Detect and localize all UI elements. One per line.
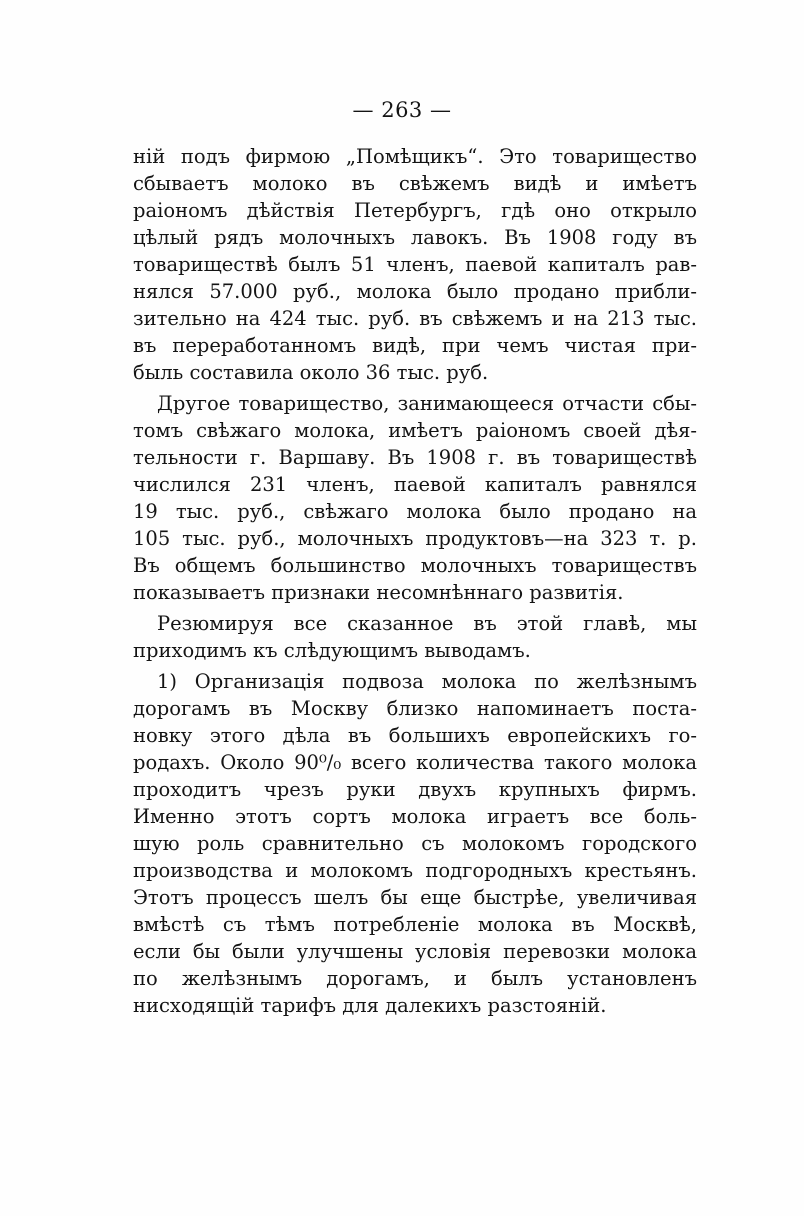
- text-line: новку этого дѣла въ большихъ европейскихъ го-: [133, 724, 697, 747]
- paragraph-1: [133, 143, 697, 386]
- text-line: въ переработанномъ видѣ, при чемъ чистая при-: [133, 334, 697, 357]
- text-line: проходитъ чрезъ руки двухъ крупныхъ фирмъ.: [133, 778, 697, 801]
- text-line: раіономъ дѣйствія Петербургъ, гдѣ оно открыло: [133, 199, 697, 222]
- text-line: Этотъ процессъ шелъ бы еще быстрѣе, увеличивая: [133, 886, 697, 909]
- text-line: вмѣстѣ съ тѣмъ потребленіе молока въ Москвѣ,: [133, 913, 697, 936]
- text-line: показываетъ признаки несомнѣннаго развитія.: [133, 581, 624, 604]
- text-line: 105 тыс. руб., молочныхъ продуктовъ—на 323 т. р.: [133, 527, 697, 550]
- text-line: сбываетъ молоко въ свѣжемъ видѣ и имѣетъ: [133, 172, 697, 195]
- text-line: производства и молокомъ подгородныхъ крестьянъ.: [133, 859, 697, 882]
- paragraph-3: [133, 610, 697, 664]
- text-line: быль составила около 36 тыс. руб.: [133, 361, 489, 384]
- text-line: 19 тыс. руб., свѣжаго молока было продано на: [133, 500, 697, 523]
- text-line: шую роль сравнительно съ молокомъ городского: [133, 832, 697, 855]
- text-line: нялся 57.000 руб., молока было продано прибли-: [133, 280, 697, 303]
- text-line: Резюмируя все сказанное въ этой главѣ, мы: [157, 612, 697, 635]
- text-line: нисходящій тарифъ для далекихъ разстояній.: [133, 994, 607, 1017]
- text-line: числился 231 членъ, паевой капиталъ равнялся: [133, 473, 697, 496]
- paragraph-4: [133, 668, 697, 1019]
- text-line: тельности г. Варшаву. Въ 1908 г. въ товариществѣ: [133, 446, 697, 469]
- text-line: приходимъ къ слѣдующимъ выводамъ.: [133, 639, 531, 662]
- text-line: Въ общемъ большинство молочныхъ товариществъ: [133, 554, 697, 577]
- text-line: зительно на 424 тыс. руб. въ свѣжемъ и на 213 тыс.: [133, 307, 697, 330]
- text-line: по желѣзнымъ дорогамъ, и былъ установленъ: [133, 967, 697, 990]
- text-line: 1) Организація подвоза молока по желѣзнымъ: [157, 670, 697, 693]
- paragraph-2: [133, 390, 697, 606]
- text-line: дорогамъ въ Москву близко напоминаетъ поста-: [133, 697, 697, 720]
- text-line: цѣлый рядъ молочныхъ лавокъ. Въ 1908 году въ: [133, 226, 697, 249]
- text-line: томъ свѣжаго молока, имѣетъ раіономъ своей дѣя-: [133, 419, 697, 442]
- text-line: родахъ. Около 90⁰/₀ всего количества такого молока: [133, 751, 697, 774]
- body-text: [133, 143, 697, 1019]
- text-line: если бы были улучшены условія перевозки молока: [133, 940, 697, 963]
- page-number: — 263 —: [352, 98, 452, 122]
- text-line: Именно этотъ сортъ молока играетъ все боль-: [133, 805, 697, 828]
- text-line: товариществѣ былъ 51 членъ, паевой капиталъ рав-: [133, 253, 697, 276]
- text-line: Другое товарищество, занимающееся отчасти сбы-: [157, 392, 697, 415]
- text-line: ній подъ фирмою „Помѣщикъ“. Это товарищество: [133, 145, 697, 168]
